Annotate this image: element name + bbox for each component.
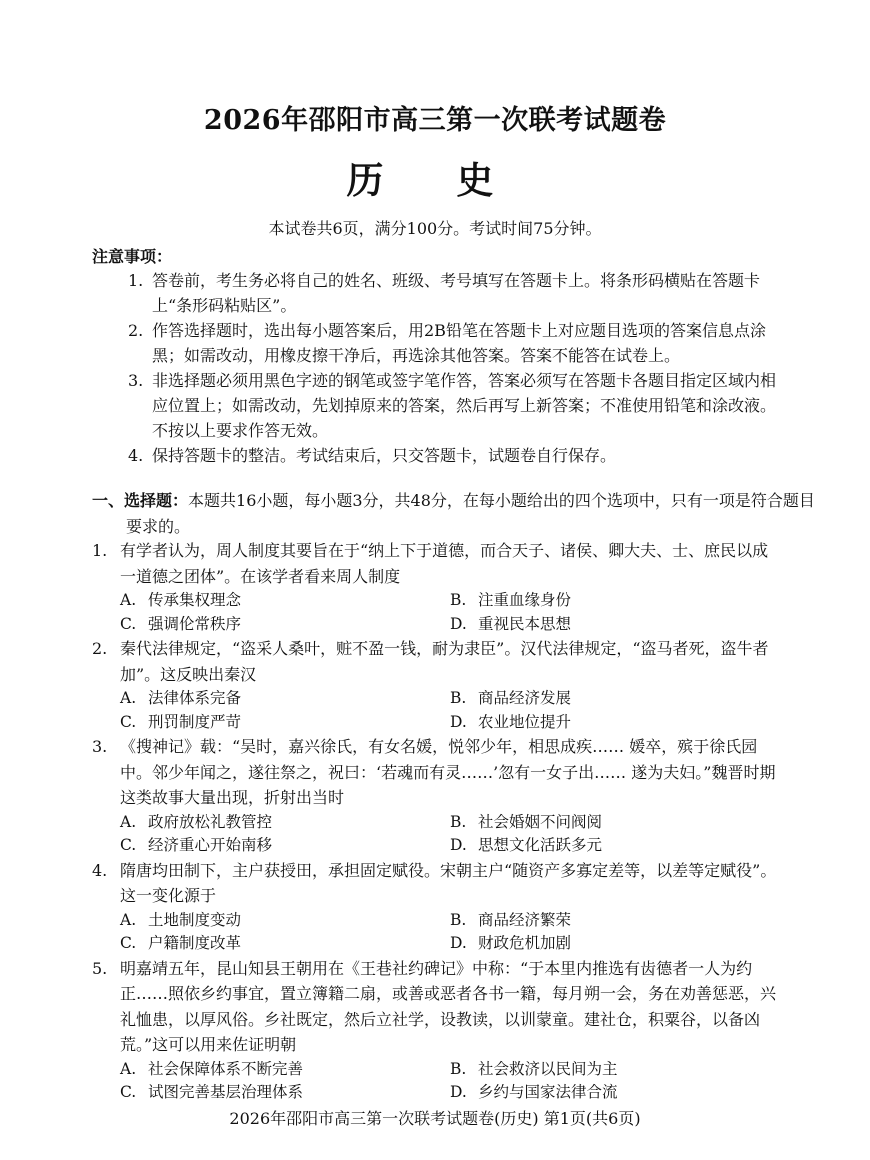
question-text: 明嘉靖五年，昆山知县王朝用在《王巷社约碑记》中称：“于本里内推选有齿德者一人为约正……照依乡约事宜，置立簿籍二扇，或善或恶者各书一籍，每月朔一会，务在劝善惩恶，兴礼恤患，以厚风俗。乡社既定，然后立社学，设教读，以训蒙童。建社仓，积粟谷，以备凶荒。”这可以用来佐证明朝 <box>120 958 777 1054</box>
option-c: C. 经济重心开始南移 <box>120 836 273 854</box>
question-stem <box>92 636 782 687</box>
notice-list <box>128 268 788 468</box>
question <box>92 636 782 734</box>
question-number: 1. <box>92 541 108 560</box>
option-d: D. 乡约与国家法律合流 <box>450 1083 618 1101</box>
notice-number: 2. <box>128 321 144 340</box>
question <box>92 538 782 636</box>
option-b: B. 商品经济发展 <box>450 689 572 707</box>
option-c: C. 强调伦常秩序 <box>120 614 242 633</box>
question-list <box>92 538 782 1105</box>
notice-heading: 注意事项： <box>92 247 173 266</box>
option-list <box>92 1058 782 1105</box>
question <box>92 956 782 1105</box>
option-d: D. 农业地位提升 <box>450 712 572 731</box>
question-number: 5. <box>92 958 108 978</box>
option-b: B. 社会婚姻不问阀阅 <box>450 812 603 831</box>
option-d: D. 重视民本思想 <box>450 614 572 633</box>
option-list <box>92 811 782 858</box>
notice-item <box>128 268 788 318</box>
option-a: A. 土地制度变动 <box>120 910 242 929</box>
notice-text: 保持答题卡的整洁。考试结束后，只交答题卡，试题卷自行保存。 <box>152 446 617 465</box>
option-d: D. 财政危机加剧 <box>450 934 572 952</box>
notice-text: 答卷前，考生务必将自己的姓名、班级、考号填写在答题卡上。将条形码横贴在答题卡上“条形码粘贴区”。 <box>152 271 761 315</box>
notice-number: 4. <box>128 446 144 465</box>
notice-text: 作答选择题时，选出每小题答案后，用2B铅笔在答题卡上对应题目选项的答案信息点涂黑；如需改动，用橡皮擦干净后，再选涂其他答案。答案不能答在试卷上。 <box>152 321 766 365</box>
option-a: A. 政府放松礼教管控 <box>120 812 273 831</box>
question-stem <box>92 538 782 589</box>
option-a: A. 传承集权理念 <box>120 591 242 609</box>
option-d: D. 思想文化活跃多元 <box>450 836 603 854</box>
option-a: A. 法律体系完备 <box>120 689 242 707</box>
question-stem <box>92 734 782 811</box>
option-list <box>92 909 782 956</box>
notice-item <box>128 368 788 443</box>
question <box>92 734 782 858</box>
option-a: A. 社会保障体系不断完善 <box>120 1059 304 1078</box>
question-text: 《搜神记》载：“吴时，嘉兴徐氏，有女名媛，悦邻少年，相思成疾…… 媛卒，殡于徐氏园中。邻少年闻之，遂往祭之，祝曰：‘若魂而有灵……’忽有一女子出…… 遂为夫妇。”魏晋时期这类故事大量出现，折射出当时 <box>120 737 776 807</box>
notice-item <box>128 318 788 368</box>
exam-info: 本试卷共6页，满分100分。考试时间75分钟。 <box>268 219 602 238</box>
notice-number: 3. <box>128 371 144 390</box>
option-b: B. 注重血缘身份 <box>450 591 572 609</box>
section-instructions: 本题共16小题，每小题3分，共48分，在每小题给出的四个选项中，只有一项是符合题目要求的。 <box>126 491 815 536</box>
question <box>92 858 782 956</box>
option-b: B. 社会救济以民间为主 <box>450 1059 618 1078</box>
question-number: 2. <box>92 639 108 658</box>
option-b: B. 商品经济繁荣 <box>450 910 572 929</box>
notice-number: 1. <box>128 271 144 290</box>
option-c: C. 刑罚制度严苛 <box>120 712 242 731</box>
page-footer: 2026年邵阳市高三第一次联考试题卷(历史) 第1页(共6页) <box>229 1109 641 1128</box>
subject-title: 历 史 <box>346 158 524 202</box>
question-text: 秦代法律规定，“盗采人桑叶，赃不盈一钱，耐为隶臣”。汉代法律规定，“盗马者死，盗牛者加”。这反映出秦汉 <box>120 639 769 684</box>
question-stem <box>92 956 782 1058</box>
section-label: 一、选择题： <box>92 491 189 510</box>
exam-title: 2026年邵阳市高三第一次联考试题卷 <box>203 105 667 136</box>
question-stem <box>92 858 782 909</box>
notice-item <box>128 443 788 468</box>
notice-text: 非选择题必须用黑色字迹的钢笔或签字笔作答，答案必须写在答题卡各题目指定区域内相应位置上；如需改动，先划掉原来的答案，然后再写上新答案；不准使用铅笔和涂改液。不按以上要求作答无效。 <box>152 371 777 440</box>
question-number: 3. <box>92 737 108 756</box>
section-heading <box>92 488 816 540</box>
question-number: 4. <box>92 860 108 880</box>
option-c: C. 试图完善基层治理体系 <box>120 1083 304 1101</box>
question-text: 有学者认为，周人制度其要旨在于“纳上下于道德，而合天子、诸侯、卿大夫、士、庶民以成一道德之团体”。在该学者看来周人制度 <box>120 541 769 586</box>
option-list <box>92 589 782 636</box>
question-text: 隋唐均田制下，主户获授田，承担固定赋役。宋朝主户“随资产多寡定差等，以差等定赋役”。这一变化源于 <box>120 860 777 905</box>
option-c: C. 户籍制度改革 <box>120 934 242 952</box>
option-list <box>92 687 782 734</box>
